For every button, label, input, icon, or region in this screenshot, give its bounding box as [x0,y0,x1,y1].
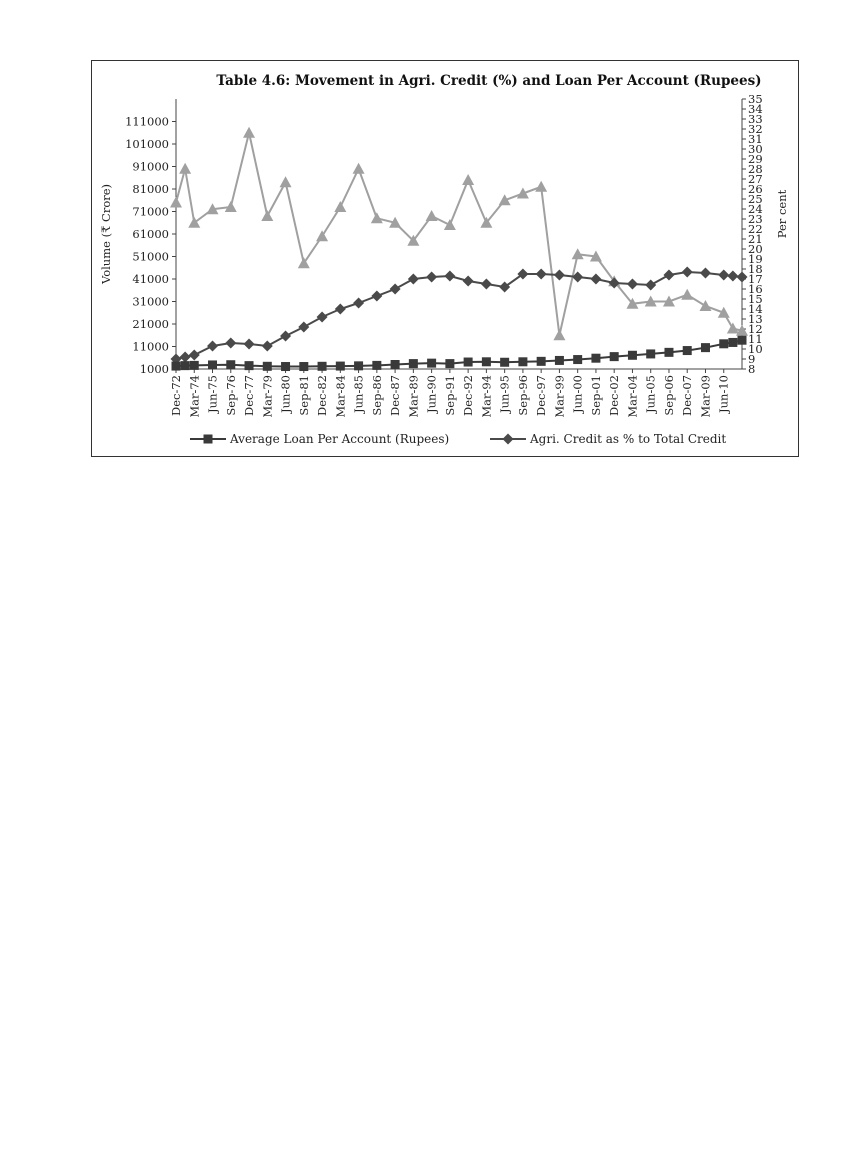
right-tick-label: 35 [748,92,763,106]
right-tick-label: 29 [748,152,763,166]
volume-series-point [334,201,346,212]
loan-per-account-point [719,339,728,348]
x-tick-label: Sep-91 [442,375,457,416]
loan-per-account-point [573,355,582,364]
x-tick-label: Mar-84 [333,375,348,418]
right-tick-label: 20 [748,242,763,256]
loan-per-account-point [500,358,509,367]
x-tick-label: Sep-96 [515,375,530,416]
agri-credit-percent-line [176,272,742,359]
x-tick-label: Dec-07 [680,375,695,416]
agri-credit-percent-point [189,350,200,361]
loan-per-account-point [464,358,473,367]
loan-per-account-point [263,362,272,371]
volume-series-point [188,217,200,228]
right-tick-label: 16 [748,282,763,296]
volume-series-point [261,210,273,221]
loan-per-account-point [591,354,600,363]
right-tick-label: 15 [748,292,763,306]
loan-per-account-point [336,362,345,371]
loan-per-account-point [226,360,235,369]
agri-credit-percent-point [207,341,218,352]
loan-per-account-point [664,348,673,357]
volume-series-point [170,197,182,208]
agri-credit-percent-point [700,268,711,279]
x-tick-label: Jun-80 [278,375,293,413]
volume-series-point [353,163,365,174]
left-tick-label: 1000 [139,362,169,376]
right-tick-label: 18 [748,262,763,276]
volume-series-point [462,174,474,185]
loan-per-account-point [628,351,637,360]
x-tick-label: Jun-85 [351,375,366,413]
left-tick-label: 71000 [132,204,169,219]
right-tick-label: 24 [748,202,763,216]
x-tick-label: Sep-01 [588,375,603,416]
agri-credit-percent-point [727,271,738,282]
left-tick-label: 41000 [132,272,169,286]
agri-credit-percent-point [663,270,674,281]
right-tick-label: 17 [748,272,763,286]
volume-series-point [371,212,383,223]
volume-series-point [553,329,565,340]
loan-per-account-point [445,359,454,368]
agri-credit-percent-point [225,338,236,349]
x-tick-label: Mar-09 [698,375,713,418]
right-tick-label: 32 [748,122,763,136]
loan-per-account-point [391,360,400,369]
right-tick-label: 25 [748,192,763,206]
right-tick-label: 8 [748,362,756,376]
loan-per-account-point [372,361,381,370]
agri-credit-percent-point [481,279,492,290]
left-tick-label: 61000 [132,227,169,241]
chart [92,61,798,456]
right-tick-label: 14 [748,302,763,316]
agri-credit-percent-point [554,270,565,281]
loan-per-account-point [518,357,527,366]
left-tick-label: 21000 [132,317,169,331]
agri-credit-percent-point [353,298,364,309]
chart-title: Table 4.6: Movement in Agri. Credit (%) and Loan Per Account (Rupees) [216,73,762,89]
agri-credit-percent-point [737,272,748,283]
right-tick-label: 11 [748,332,763,346]
x-tick-label: Dec-87 [388,375,403,416]
right-tick-label: 33 [748,112,763,126]
left-tick-label: 91000 [132,159,169,174]
agri-credit-percent-point [444,271,455,282]
x-tick-label: Dec-72 [169,375,183,416]
x-tick-label: Mar-99 [552,374,567,418]
x-tick-label: Mar-79 [260,375,275,418]
volume-series-point [699,300,711,311]
loan-per-account-point [482,357,491,366]
left-tick-label: 111000 [125,114,169,129]
right-tick-label: 22 [748,222,763,236]
loan-per-account-point [299,362,308,371]
right-tick-label: 23 [748,212,763,226]
right-axis-label: Per cent [775,189,789,239]
x-tick-label: Jun-05 [643,375,658,413]
right-tick-label: 30 [748,142,763,156]
loan-per-account-point [537,357,546,366]
x-tick-label: Sep-76 [223,375,238,416]
right-tick-label: 28 [748,162,763,176]
loan-per-account-point [208,360,217,369]
agri-credit-percent-point [335,304,346,315]
right-tick-label: 12 [748,322,763,336]
agri-credit-percent-point [682,267,693,278]
agri-credit-percent-point [590,274,601,285]
x-tick-label: Dec-92 [461,375,476,416]
loan-per-account-point [172,362,181,371]
legend-agri-credit-percent-marker [503,434,514,445]
x-tick-label: Sep-86 [369,375,384,416]
x-tick-label: Mar-04 [625,375,640,418]
agri-credit-percent-point [180,352,191,363]
loan-per-account-point [181,361,190,370]
agri-credit-percent-point [371,291,382,302]
volume-series-point [572,248,584,259]
volume-series-point [316,230,328,241]
x-tick-label: Jun-90 [424,375,439,413]
agri-credit-percent-point [244,339,255,350]
volume-series-line [176,133,742,336]
loan-per-account-point [427,359,436,368]
legend-loan-per-account-label: Average Loan Per Account (Rupees) [230,432,450,446]
agri-credit-percent-point [408,274,419,285]
right-tick-label: 34 [748,102,763,116]
right-tick-label: 9 [748,352,756,366]
chart-frame [91,60,799,457]
loan-per-account-point [354,361,363,370]
right-tick-label: 27 [748,172,763,186]
agri-credit-percent-point [645,280,656,291]
loan-per-account-point [409,359,418,368]
loan-per-account-point [646,349,655,358]
left-tick-label: 81000 [132,182,169,196]
volume-series-point [179,163,191,174]
agri-credit-percent-point [280,331,291,342]
left-tick-label: 51000 [132,249,169,264]
right-tick-label: 10 [748,342,763,356]
left-tick-label: 11000 [132,339,169,354]
agri-credit-percent-point [718,270,729,281]
right-tick-label: 13 [748,312,763,326]
right-tick-label: 31 [748,132,763,146]
volume-series-point [444,219,456,230]
x-tick-label: Dec-77 [242,375,257,416]
x-tick-label: Mar-94 [479,375,494,418]
loan-per-account-point [318,362,327,371]
loan-per-account-line [176,340,742,366]
x-tick-label: Sep-81 [296,375,311,416]
loan-per-account-point [738,336,747,345]
left-tick-label: 31000 [132,294,169,309]
agri-credit-percent-point [426,272,437,283]
x-tick-label: Jun-75 [205,375,220,413]
agri-credit-percent-point [627,279,638,290]
x-tick-label: Jun-00 [570,375,585,413]
volume-series-point [225,201,237,212]
agri-credit-percent-point [390,284,401,295]
agri-credit-percent-point [262,341,273,352]
loan-per-account-point [610,352,619,361]
x-tick-label: Dec-82 [315,375,330,416]
agri-credit-percent-point [298,322,309,333]
loan-per-account-point [683,346,692,355]
volume-series-point [298,257,310,268]
right-tick-label: 26 [748,182,763,196]
legend-loan-per-account-marker [204,435,213,444]
x-tick-label: Mar-74 [187,375,202,418]
x-tick-label: Mar-89 [406,375,421,418]
volume-series-point [426,210,438,221]
left-tick-label: 101000 [125,137,169,151]
volume-series-point [243,127,255,138]
agri-credit-percent-point [463,276,474,287]
volume-series-point [535,181,547,192]
loan-per-account-point [245,361,254,370]
agri-credit-percent-point [317,312,328,323]
left-axis-label: Volume (₹ Crore) [99,183,113,285]
volume-series-point [681,289,693,300]
loan-per-account-point [555,356,564,365]
x-tick-label: Jun-95 [497,375,512,413]
loan-per-account-point [190,361,199,370]
x-tick-label: Dec-97 [534,375,549,416]
loan-per-account-point [728,338,737,347]
right-tick-label: 21 [748,232,763,246]
x-tick-label: Dec-02 [607,375,622,416]
x-tick-label: Jun-10 [716,375,731,413]
agri-credit-percent-point [536,269,547,280]
volume-series-point [727,323,739,334]
loan-per-account-point [281,362,290,371]
x-tick-label: Sep-06 [661,375,676,416]
loan-per-account-point [701,343,710,352]
volume-series-point [280,176,292,187]
right-tick-label: 19 [748,252,763,266]
legend-agri-credit-percent-label: Agri. Credit as % to Total Credit [530,432,727,446]
